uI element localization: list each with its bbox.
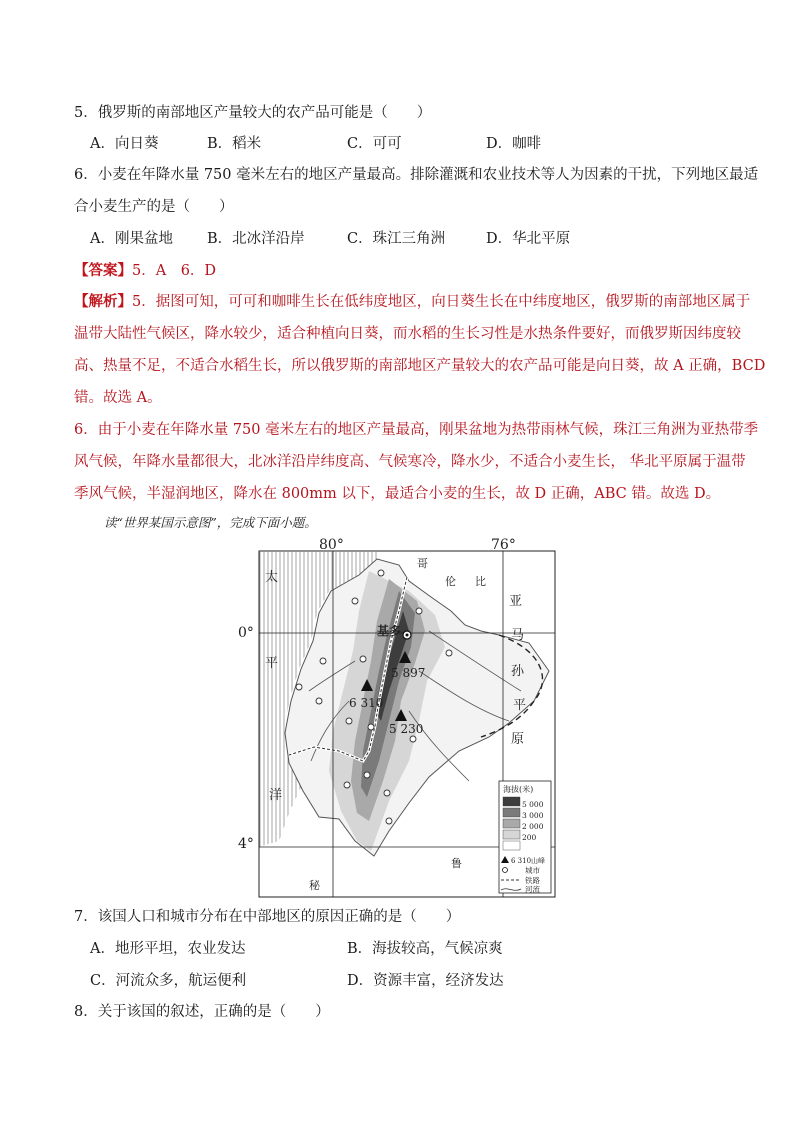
analysis-line-7: 季风气候，半湿润地区，降水在 800mm 以下，最适合小麦的生长，故 D 正确，ABC 错。故选 D。 xyxy=(74,486,721,502)
lat-label: 4° xyxy=(238,836,254,852)
question-8-stem: 8．关于该国的叙述，正确的是（ ） xyxy=(74,1004,330,1020)
legend-title: 海拔(米) xyxy=(503,785,534,794)
legend-level: 2 000 xyxy=(522,822,544,831)
legend-level: 5 000 xyxy=(522,800,544,809)
legend-peak: 6 310山峰 xyxy=(511,857,546,865)
lon-label: 76° xyxy=(491,537,516,553)
q7-option-b: B．海拔较高，气候凉爽 xyxy=(347,941,503,957)
analysis-line-2: 温带大陆性气候区，降水较少，适合种植向日葵，而水稻的生长习性是水热条件要好，而俄罗斯因纬度较 xyxy=(74,326,741,342)
legend-level: 3 000 xyxy=(522,811,544,820)
ocean-label: 洋 xyxy=(269,788,283,803)
q7-option-d: D．资源丰富，经济发达 xyxy=(347,973,504,989)
q5-option-a: A．向日葵 xyxy=(90,136,159,152)
question-6-stem-line2: 合小麦生产的是（ ） xyxy=(74,199,234,215)
question-7-stem: 7．该国人口和城市分布在中部地区的原因正确的是（ ） xyxy=(74,909,461,925)
neighbour-label: 鲁 xyxy=(451,857,462,870)
analysis-line-3: 高、热量不足，不适合水稻生长，所以俄罗斯的南部地区产量较大的农产品可能是向日葵，故 A 正确，BCD xyxy=(74,358,766,374)
q7-option-a: A．地形平坦，农业发达 xyxy=(90,941,246,957)
analysis-tag: 【解析】 xyxy=(74,293,132,310)
q5-option-c: C．可可 xyxy=(347,136,402,152)
region-label: 孙 xyxy=(511,664,525,679)
question-5-stem: 5．俄罗斯的南部地区产量较大的农产品可能是（ ） xyxy=(74,105,432,121)
lon-label: 80° xyxy=(319,537,344,553)
q6-option-a: A．刚果盆地 xyxy=(90,231,173,247)
answer-line xyxy=(74,260,216,282)
answer-tag: 【答案】 xyxy=(74,262,132,279)
q6-option-b: B．北冰洋沿岸 xyxy=(207,231,305,247)
neighbour-label: 秘 xyxy=(309,879,320,892)
region-label: 亚 xyxy=(509,594,523,609)
q5-option-d: D．咖啡 xyxy=(486,136,542,152)
map-legend xyxy=(499,781,551,894)
neighbour-label: 哥 xyxy=(417,557,428,570)
neighbour-label: 比 xyxy=(475,575,486,588)
q7-option-c: C．河流众多，航运便利 xyxy=(90,973,247,989)
ocean-label: 平 xyxy=(265,656,279,671)
region-label: 马 xyxy=(511,628,525,643)
legend-level: 200 xyxy=(522,833,537,842)
lat-label: 0° xyxy=(238,625,254,641)
legend-river: 河流 xyxy=(525,885,540,894)
ocean-label: 太 xyxy=(265,570,279,585)
answer-text: 5．A 6．D xyxy=(132,263,217,279)
analysis-line-1 xyxy=(74,291,750,313)
analysis-line-6: 风气候，年降水量都很大，北冰洋沿岸纬度高、气候寒冷，降水少，不适合小麦生长， 华北平原属于温带 xyxy=(74,454,746,470)
q6-option-d: D．华北平原 xyxy=(486,231,571,247)
legend-rail: 铁路 xyxy=(525,876,540,885)
analysis-line-4: 错。故选 A。 xyxy=(74,390,162,406)
region-label: 原 xyxy=(511,732,525,747)
legend-city: 城市 xyxy=(525,866,540,875)
q5-option-b: B．稻米 xyxy=(207,136,262,152)
analysis-line-5: 6．由于小麦在年降水量 750 毫米左右的地区产量最高，刚果盆地为热带雨林气候，珠江三角洲为亚热带季 xyxy=(74,422,759,438)
peak-label: 5 230 xyxy=(389,722,424,736)
peak-label: 6 310 xyxy=(349,696,384,710)
analysis-text-1: 5．据图可知，可可和咖啡生长在低纬度地区，向日葵生长在中纬度地区，俄罗斯的南部地区属于 xyxy=(132,294,751,310)
country-map xyxy=(259,537,555,897)
question-6-stem-line1: 6．小麦在年降水量 750 毫米左右的地区产量最高。排除灌溉和农业技术等人为因素的干扰，下列地区最适 xyxy=(74,167,759,183)
q6-option-c: C．珠江三角洲 xyxy=(347,231,446,247)
peak-label: 5 897 xyxy=(391,666,426,680)
region-label: 平 xyxy=(513,698,527,713)
map-intro: 读“世界某国示意图”，完成下面小题。 xyxy=(104,515,317,530)
neighbour-label: 伦 xyxy=(445,575,456,588)
capital-label: 基多 xyxy=(377,624,402,638)
